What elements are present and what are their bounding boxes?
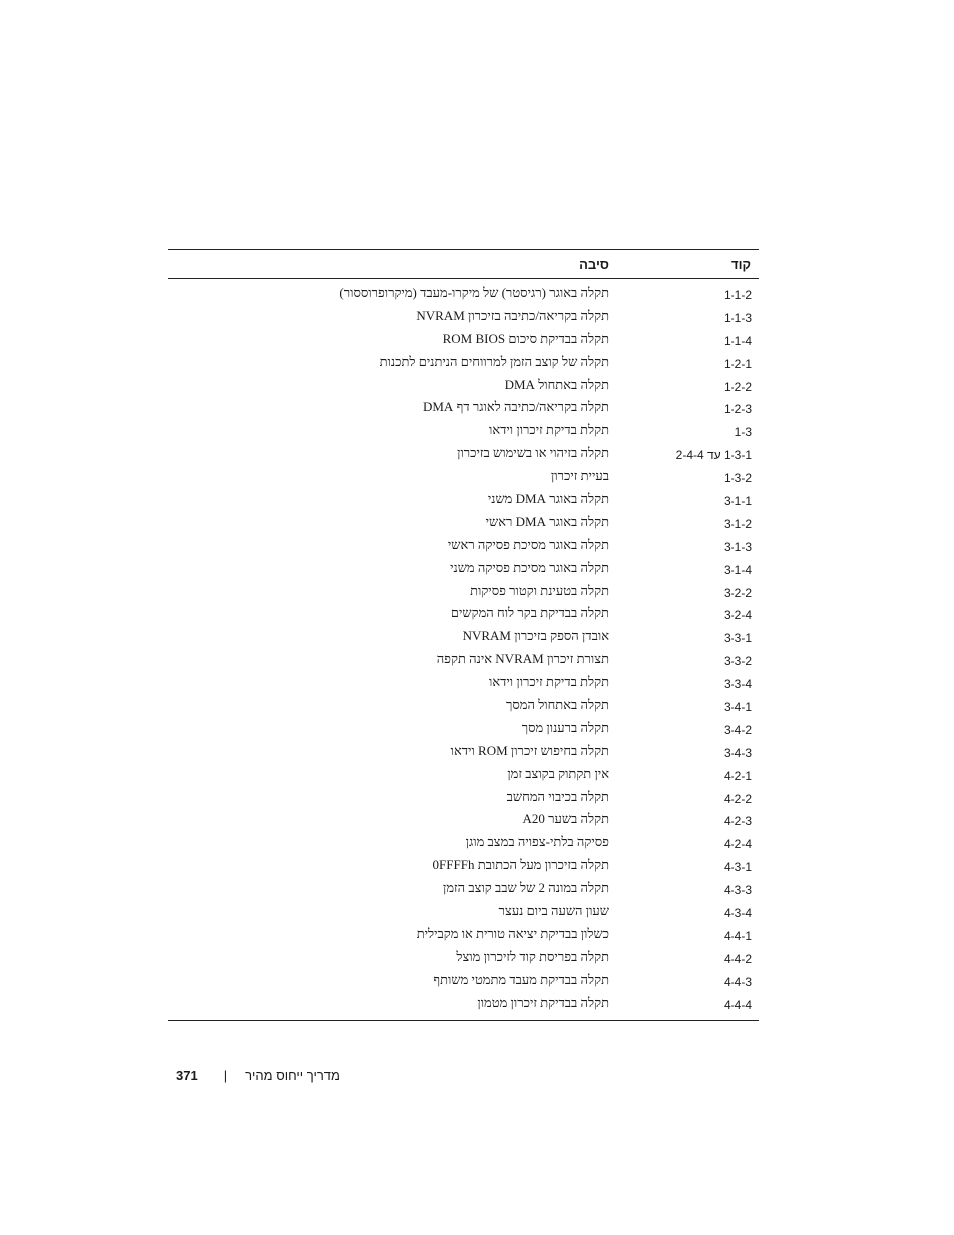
table-row (168, 672, 759, 695)
row-code: 4-4-3 (723, 974, 752, 989)
row-code: 3-1-1 (723, 494, 752, 509)
table-row (168, 901, 759, 924)
row-cause: תקלה באתחול המסך (505, 697, 609, 713)
table-row (168, 489, 759, 512)
table-row (168, 603, 759, 626)
row-cause: תקלה בזיכרון מעל הכתובת 0FFFFh (432, 857, 609, 873)
table-row (168, 581, 759, 604)
row-cause: תקלה בזיהוי או בשימוש בזיכרון (457, 445, 609, 461)
table-row (168, 443, 759, 466)
page-footer (176, 1066, 340, 1084)
row-cause: אין תקתוק בקוצב זמן (507, 765, 609, 781)
table-row (168, 809, 759, 832)
table-row (168, 970, 759, 993)
row-code: 4-3-4 (723, 906, 752, 921)
table-row (168, 878, 759, 901)
table-row (168, 535, 759, 558)
table-row (168, 832, 759, 855)
table-body (168, 279, 759, 1020)
row-code: 3-2-2 (723, 585, 752, 600)
table-row (168, 329, 759, 352)
row-cause: תקלה בשער A20 (522, 811, 609, 827)
row-code: 1-2-1 (723, 356, 752, 371)
row-cause: תקלה בבדיקת בקר לוח המקשים (450, 605, 609, 621)
beep-code-table (168, 249, 759, 1021)
table-row (168, 283, 759, 306)
table-row (168, 764, 759, 787)
row-code: 4-4-1 (723, 928, 752, 943)
row-cause: תקלה בקריאה/כתיבה בזיכרון NVRAM (416, 307, 609, 323)
row-cause: תקלה במונה 2 של שבב קוצב הזמן (443, 880, 609, 896)
row-code: 3-3-4 (723, 677, 752, 692)
row-cause: תקלה בפריסת קוד לזיכרון מוצל (456, 948, 609, 964)
table-row (168, 947, 759, 970)
row-cause: בעיית זיכרון (550, 468, 609, 484)
row-code: 3-1-4 (723, 562, 752, 577)
row-code: 4-3-1 (723, 860, 752, 875)
table-row (168, 558, 759, 581)
row-code: 1-3-2 (723, 471, 752, 486)
row-code: 3-4-3 (723, 745, 752, 760)
row-code: 1-2-3 (723, 402, 752, 417)
row-cause: שעון השעה ביום נעצר (498, 903, 609, 919)
table-header (168, 250, 759, 279)
row-cause: תקלה ברענון מסך (521, 719, 609, 735)
row-code: 1-1-3 (723, 310, 752, 325)
table-row (168, 718, 759, 741)
row-code: 4-4-4 (723, 997, 752, 1012)
page-number: 371 (176, 1067, 198, 1083)
row-code: 1-1-4 (723, 333, 752, 348)
table-row (168, 306, 759, 329)
table-row (168, 695, 759, 718)
row-code: 3-3-1 (723, 631, 752, 646)
row-cause: תקלה בטעינת וקטור פסיקות (470, 582, 609, 598)
row-cause: תקלה באוגר מסיכת פסיקה משני (450, 559, 609, 575)
header-code: קוד (731, 257, 751, 272)
row-code: 3-1-3 (723, 539, 752, 554)
row-code: 3-4-2 (723, 722, 752, 737)
table-row (168, 397, 759, 420)
footer-title: מדריך ייחוס מהיר (245, 1067, 340, 1083)
row-code: 4-2-2 (723, 791, 752, 806)
table-row (168, 626, 759, 649)
row-cause: תקלת בדיקת זיכרון וידאו (489, 422, 609, 438)
table-row (168, 649, 759, 672)
row-cause: תקלה בבדיקת סיכום ROM BIOS (442, 330, 609, 346)
row-cause: תקלה באוגר DMA ראשי (485, 513, 609, 529)
row-cause: תקלה בכיבוי המחשב (506, 788, 609, 804)
row-code: 3-1-2 (723, 516, 752, 531)
row-cause: פסיקה בלתי-צפויה במצב מוגן (465, 834, 609, 850)
row-cause: תקלה בבדיקת מעבד מתמטי משותף (433, 971, 609, 987)
row-code: 4-2-1 (723, 768, 752, 783)
row-code: 1-2-2 (723, 379, 752, 394)
row-cause: תקלה באוגר DMA משני (487, 491, 609, 507)
row-cause: תקלה באתחול DMA (504, 376, 609, 392)
row-code: 4-4-2 (723, 951, 752, 966)
table-row (168, 924, 759, 947)
row-code: 4-2-3 (723, 814, 752, 829)
row-code: 4-3-3 (723, 883, 752, 898)
table-row (168, 420, 759, 443)
row-code: 1-1-2 (723, 288, 752, 302)
row-cause: כשלון בבדיקת יציאה טורית או מקבילית (416, 925, 609, 941)
row-cause: תקלה בחיפוש זיכרון ROM וידאו (450, 742, 609, 758)
table-row (168, 375, 759, 398)
row-code: 3-3-2 (723, 654, 752, 669)
table-row (168, 466, 759, 489)
header-cause: סיבה (579, 257, 609, 272)
row-code: 4-2-4 (723, 837, 752, 852)
table-row (168, 993, 759, 1016)
row-cause: תקלה באוגר (רגיסטר) של מיקרו-מעבד (מיקרופרוססור) (339, 285, 609, 300)
table-row (168, 352, 759, 375)
row-code: 3-2-4 (723, 608, 752, 623)
row-cause: תקלה בבדיקת זיכרון מטמון (477, 994, 609, 1010)
table-row (168, 741, 759, 764)
row-code: 1-3-1 עד 2-4-4 (675, 448, 752, 463)
row-cause: תקלת בדיקת זיכרון וידאו (489, 674, 609, 690)
row-cause: תקלה באוגר מסיכת פסיקה ראשי (447, 536, 609, 552)
table-row (168, 855, 759, 878)
row-code: 1-3 (734, 425, 752, 440)
row-code: 3-4-1 (723, 700, 752, 715)
row-cause: אובדן הספק בזיכרון NVRAM (462, 628, 609, 644)
table-row (168, 512, 759, 535)
table-row (168, 787, 759, 810)
footer-separator: | (223, 1067, 228, 1083)
row-cause: תצורת זיכרון NVRAM אינה תקפה (436, 651, 609, 667)
row-cause: תקלה בקריאה/כתיבה לאוגר דף DMA (422, 399, 609, 415)
row-cause: תקלה של קוצב הזמן למרווחים הניתנים לתכנות (379, 353, 609, 369)
